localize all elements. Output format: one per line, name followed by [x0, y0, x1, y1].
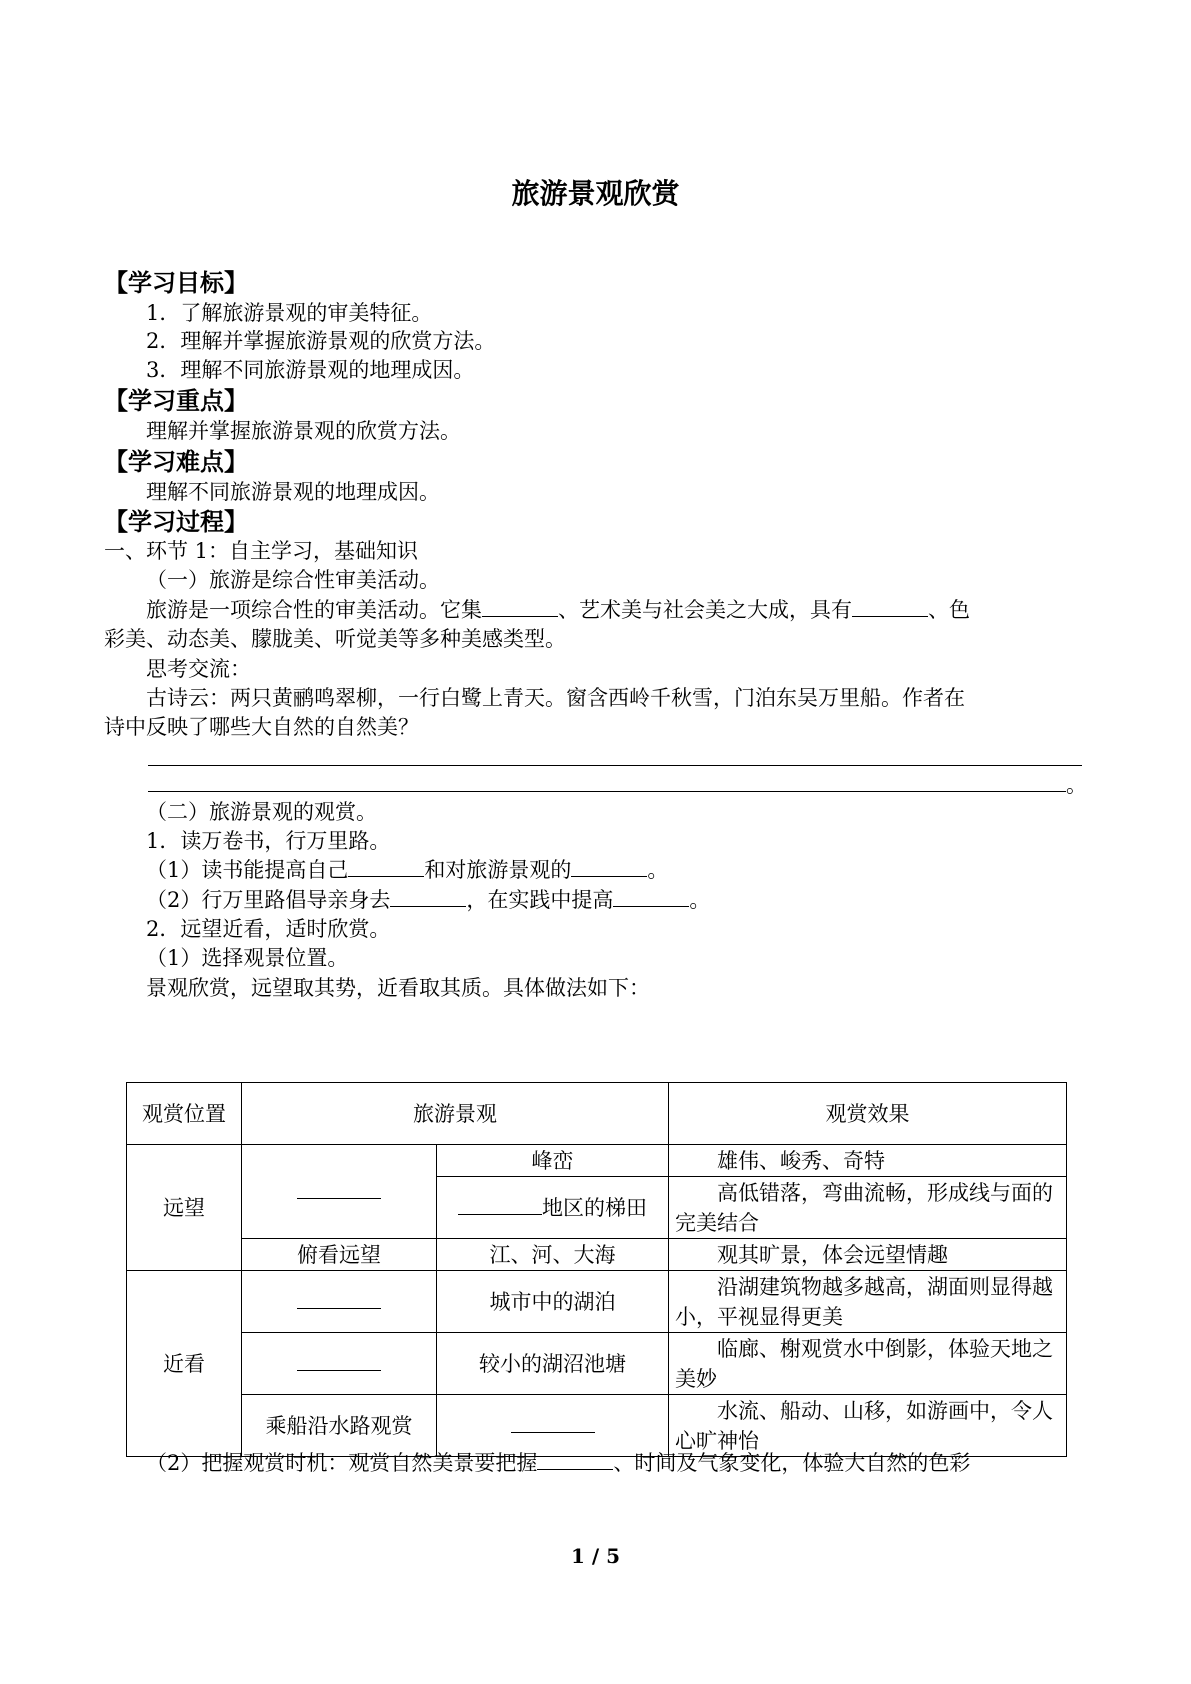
think-label: 思考交流： [146, 657, 251, 681]
process-heading: 【学习过程】 [104, 508, 248, 536]
fill-blank [297, 1178, 381, 1199]
cell-scene: 城市中的湖泊 [437, 1271, 669, 1333]
table-row [127, 1239, 1067, 1271]
text: 地区的梯田 [542, 1195, 647, 1220]
cell-effect: 雄伟、峻秀、奇特 [669, 1145, 1067, 1177]
paragraph-line [146, 1448, 970, 1478]
text: 、艺术美与社会美之大成，具有 [558, 598, 852, 622]
key-text: 理解并掌握旅游景观的欣赏方法。 [146, 419, 461, 443]
text: 和对旅游景观的 [424, 858, 572, 882]
text: 。 [689, 888, 711, 912]
cell-way: 俯看远望 [242, 1239, 437, 1271]
fill-blank [571, 856, 647, 877]
fill-blank [511, 1412, 595, 1433]
goal-item: 3．理解不同旅游景观的地理成因。 [146, 358, 475, 382]
cell-effect: 水流、船动、山移，如游画中，令人心旷神怡 [669, 1395, 1067, 1457]
answer-line [148, 765, 1082, 766]
answer-line [148, 791, 1066, 792]
header-effect: 观赏效果 [669, 1083, 1067, 1145]
text: 。 [647, 858, 669, 882]
paragraph-line: 彩美、动态美、朦胧美、听觉美等多种美感类型。 [104, 627, 566, 651]
table-row [127, 1333, 1067, 1395]
fill-blank [537, 1449, 613, 1470]
text: （1）读书能提高自己 [146, 858, 349, 882]
item1-heading: 1．读万卷书，行万里路。 [146, 829, 391, 853]
end-mark: 。 [1066, 773, 1087, 797]
cell-near: 近看 [127, 1271, 242, 1457]
table-row [127, 1145, 1067, 1177]
fill-blank [297, 1350, 381, 1371]
paragraph-line [146, 595, 970, 625]
table-header-row [127, 1083, 1067, 1145]
cell-scene: 较小的湖沼池塘 [437, 1333, 669, 1395]
fill-blank [390, 886, 466, 907]
page-number: 1 / 5 [570, 1544, 621, 1568]
sub2-heading: （二）旅游景观的观赏。 [146, 800, 377, 824]
cell-effect: 高低错落，弯曲流畅，形成线与面的完美结合 [669, 1177, 1067, 1239]
sub-item-desc: 景观欣赏，远望取其势，近看取其质。具体做法如下： [146, 976, 650, 1000]
text: 旅游是一项综合性的审美活动。它集 [146, 598, 482, 622]
item2-heading: 2．远望近看，适时欣赏。 [146, 917, 391, 941]
poem-line: 诗中反映了哪些大自然的自然美？ [104, 715, 419, 739]
fill-blank [482, 596, 558, 617]
cell-way: 乘船沿水路观赏 [242, 1395, 437, 1457]
sub-item: （1）选择观景位置。 [146, 946, 349, 970]
cell-scene [437, 1177, 669, 1239]
text: （2）把握观赏时机：观赏自然美景要把握 [146, 1451, 538, 1475]
table-row [127, 1271, 1067, 1333]
cell-blank [242, 1333, 437, 1395]
fill-blank [852, 596, 928, 617]
fill-blank [297, 1288, 381, 1309]
cell-effect: 观其旷景，体会远望情趣 [669, 1239, 1067, 1271]
paragraph-line [146, 885, 710, 915]
cell-scene: 江、河、大海 [437, 1239, 669, 1271]
header-scene: 旅游景观 [242, 1083, 669, 1145]
fill-blank [613, 886, 689, 907]
difficulty-heading: 【学习难点】 [104, 448, 248, 476]
cell-effect: 沿湖建筑物越多越高，湖面则显得越小，平视显得更美 [669, 1271, 1067, 1333]
fill-blank [348, 856, 424, 877]
key-heading: 【学习重点】 [104, 387, 248, 415]
step1-heading: 一、环节 1：自主学习，基础知识 [104, 539, 419, 563]
cell-blank [242, 1271, 437, 1333]
paragraph-line [146, 855, 668, 885]
text: 、色 [928, 598, 970, 622]
text: （2）行万里路倡导亲身去 [146, 888, 391, 912]
header-position: 观赏位置 [127, 1083, 242, 1145]
text: 、时间及气象变化，体验大自然的色彩 [613, 1451, 971, 1475]
sub1-heading: （一）旅游是综合性审美活动。 [146, 568, 440, 592]
goal-item: 1．了解旅游景观的审美特征。 [146, 301, 433, 325]
cell-far: 远望 [127, 1145, 242, 1271]
difficulty-text: 理解不同旅游景观的地理成因。 [146, 480, 440, 504]
cell-scene: 峰峦 [437, 1145, 669, 1177]
poem-line: 古诗云：两只黄鹂鸣翠柳，一行白鹭上青天。窗含西岭千秋雪，门泊东吴万里船。作者在 [146, 686, 965, 710]
text: ，在实践中提高 [466, 888, 614, 912]
viewing-table [126, 1082, 1067, 1457]
goal-item: 2．理解并掌握旅游景观的欣赏方法。 [146, 329, 496, 353]
goals-heading: 【学习目标】 [104, 269, 248, 297]
page-title: 旅游景观欣赏 [511, 177, 680, 210]
cell-effect: 临廊、榭观赏水中倒影，体验天地之美妙 [669, 1333, 1067, 1395]
cell-blank [242, 1145, 437, 1239]
fill-blank [458, 1194, 542, 1215]
